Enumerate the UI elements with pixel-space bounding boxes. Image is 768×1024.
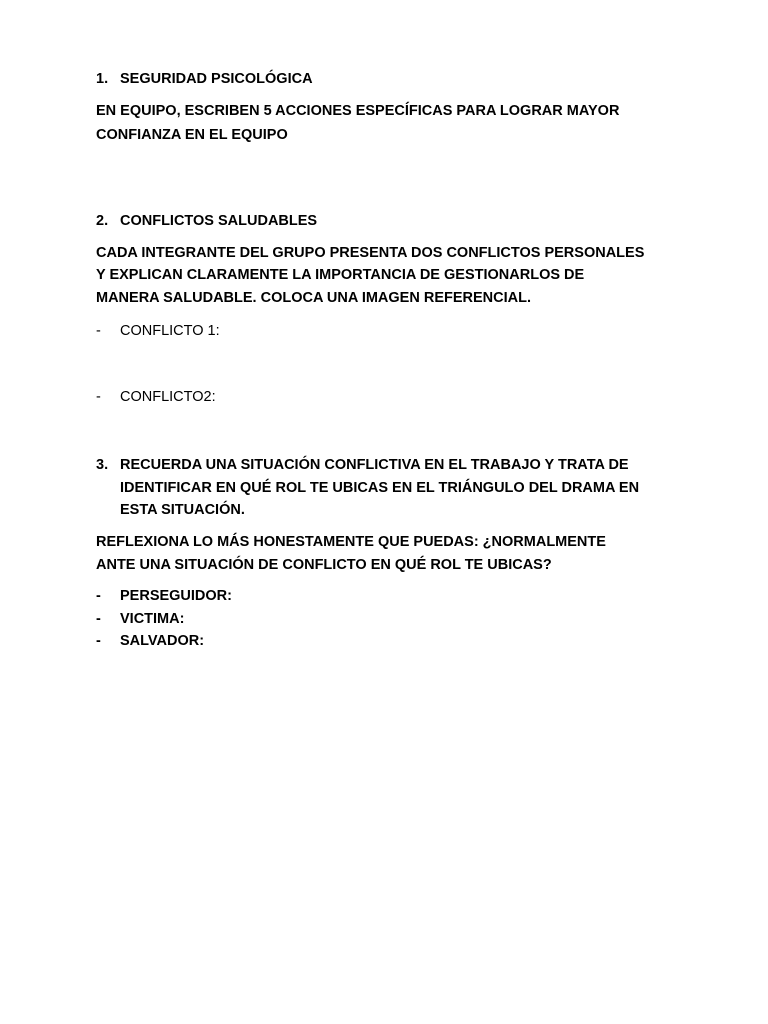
- section3-heading-line: IDENTIFICAR EN QUÉ ROL TE UBICAS EN EL TRIÁNGULO DEL DRAMA EN: [120, 480, 640, 496]
- section3-number: 3.: [96, 457, 109, 473]
- section1-instruction-line: CONFIANZA EN EL EQUIPO: [96, 127, 288, 143]
- section2-number: 2.: [96, 213, 109, 229]
- section3-reflection-line: REFLEXIONA LO MÁS HONESTAMENTE QUE PUEDAS: ¿NORMALMENTE: [96, 534, 606, 550]
- section2-instruction-line: CADA INTEGRANTE DEL GRUPO PRESENTA DOS CONFLICTOS PERSONALES: [96, 245, 645, 261]
- role-item: SALVADOR:: [120, 633, 205, 649]
- section1-instruction-line: EN EQUIPO, ESCRIBEN 5 ACCIONES ESPECÍFICAS PARA LOGRAR MAYOR: [96, 103, 620, 119]
- section2-instruction-line: Y EXPLICAN CLARAMENTE LA IMPORTANCIA DE GESTIONARLOS DE: [96, 267, 585, 283]
- section3-heading-line: ESTA SITUACIÓN.: [120, 502, 245, 518]
- bullet-marker: -: [96, 323, 101, 339]
- section2-heading: CONFLICTOS SALUDABLES: [120, 213, 318, 229]
- conflict-item: CONFLICTO 1:: [120, 323, 220, 339]
- bullet-marker: -: [96, 611, 101, 627]
- role-item: VICTIMA:: [120, 611, 185, 627]
- bullet-marker: -: [96, 588, 101, 604]
- role-item: PERSEGUIDOR:: [120, 588, 232, 604]
- section1-heading: SEGURIDAD PSICOLÓGICA: [120, 71, 313, 87]
- section3-heading-line: RECUERDA UNA SITUACIÓN CONFLICTIVA EN EL TRABAJO Y TRATA DE: [120, 457, 629, 473]
- section3-reflection-line: ANTE UNA SITUACIÓN DE CONFLICTO EN QUÉ ROL TE UBICAS?: [96, 557, 552, 573]
- bullet-marker: -: [96, 389, 101, 405]
- section1-number: 1.: [96, 71, 109, 87]
- conflict-item: CONFLICTO2:: [120, 389, 216, 405]
- section2-instruction-line: MANERA SALUDABLE. COLOCA UNA IMAGEN REFERENCIAL.: [96, 290, 531, 306]
- bullet-marker: -: [96, 633, 101, 649]
